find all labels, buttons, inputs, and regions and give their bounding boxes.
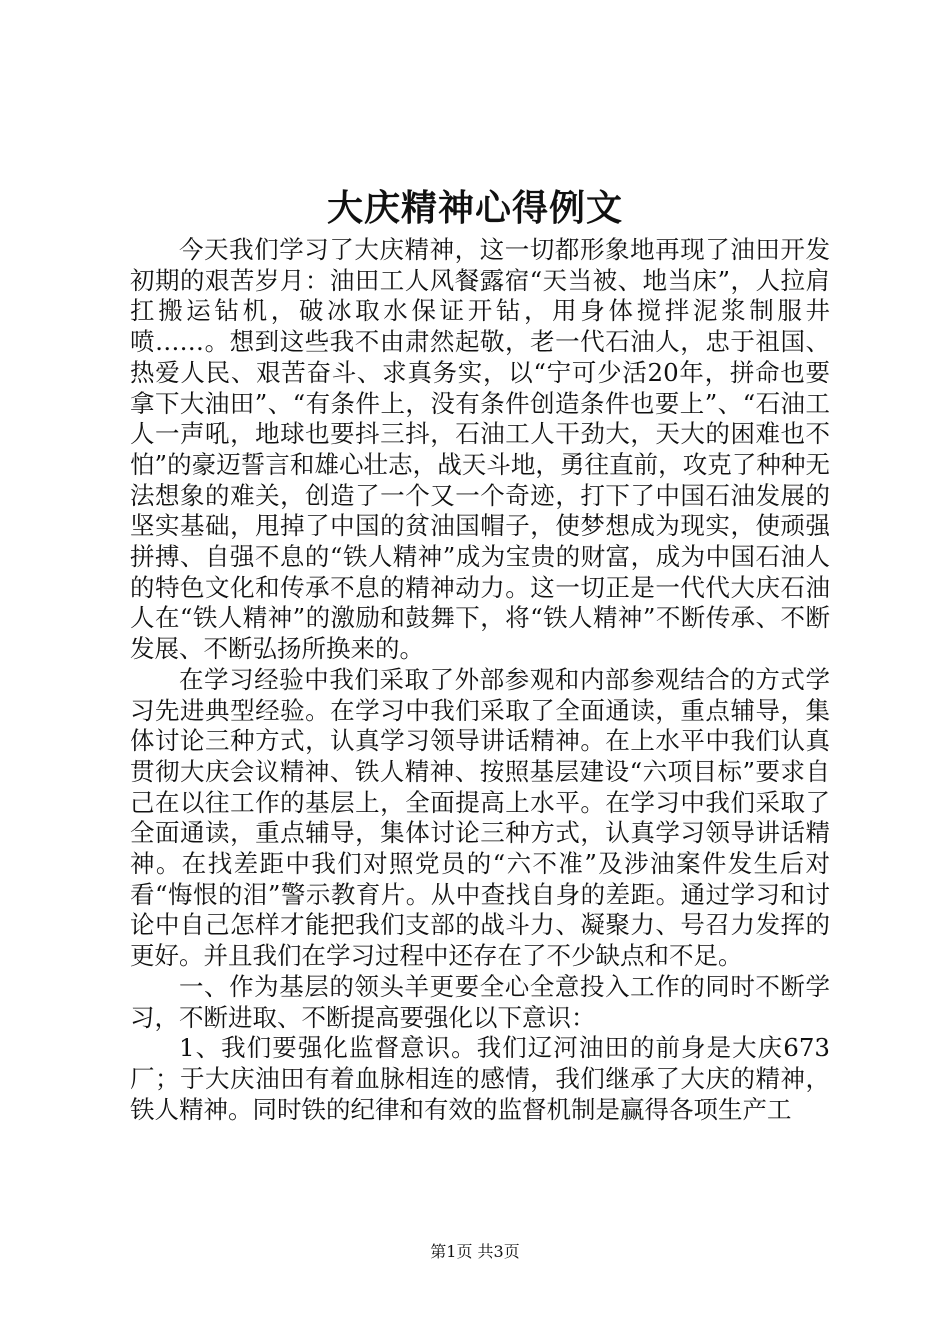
page-footer: 第1页 共3页 <box>430 1242 520 1261</box>
document-title: 大庆精神心得例文 <box>326 187 623 229</box>
paragraph: 1、我们要强化监督意识。我们辽河油田的前身是大庆673厂；于大庆油田有着血脉相连的感情，我们继承了大庆的精神，铁人精神。同时铁的纪律和有效的监督机制是赢得各项生产工 <box>130 1033 830 1124</box>
paragraph: 在学习经验中我们采取了外部参观和内部参观结合的方式学习先进典型经验。在学习中我们采取了全面通读，重点辅导，集体讨论三种方式，认真学习领导讲话精神。在上水平中我们认真贯彻大庆会议精神、铁人精神、按照基层建设“六项目标”要求自己在以往工作的基层上，全面提高上水平。在学习中我们采取了全面通读，重点辅导，集体讨论三种方式，认真学习领导讲话精神。在找差距中我们对照党员的“六不准”及涉油案件发生后对看“悔恨的泪”警示教育片。从中查找自身的差距。通过学习和讨论中自己怎样才能把我们支部的战斗力、凝聚力、号召力发挥的更好。并且我们在学习过程中还存在了不少缺点和不足。 <box>130 664 830 971</box>
document-body <box>130 235 830 1125</box>
paragraph: 一、作为基层的领头羊更要全心全意投入工作的同时不断学习，不断进取、不断提高要强化以下意识： <box>130 971 830 1032</box>
paragraph: 今天我们学习了大庆精神，这一切都形象地再现了油田开发初期的艰苦岁月：油田工人风餐露宿“天当被、地当床”，人拉肩扛搬运钻机，破冰取水保证开钻，用身体搅拌泥浆制服井喷……。想到这些我不由肃然起敬，老一代石油人，忠于祖国、热爱人民、艰苦奋斗、求真务实，以“宁可少活20年，拼命也要拿下大油田”、“有条件上，没有条件创造条件也要上”、“石油工人一声吼，地球也要抖三抖，石油工人干劲大，天大的困难也不怕”的豪迈誓言和雄心壮志，战天斗地，勇往直前，攻克了种种无法想象的难关，创造了一个又一个奇迹，打下了中国石油发展的坚实基础，甩掉了中国的贫油国帽子，使梦想成为现实，使顽强拼搏、自强不息的“铁人精神”成为宝贵的财富，成为中国石油人的特色文化和传承不息的精神动力。这一切正是一代代大庆石油人在“铁人精神”的激励和鼓舞下，将“铁人精神”不断传承、不断发展、不断弘扬所换来的。 <box>130 235 830 664</box>
